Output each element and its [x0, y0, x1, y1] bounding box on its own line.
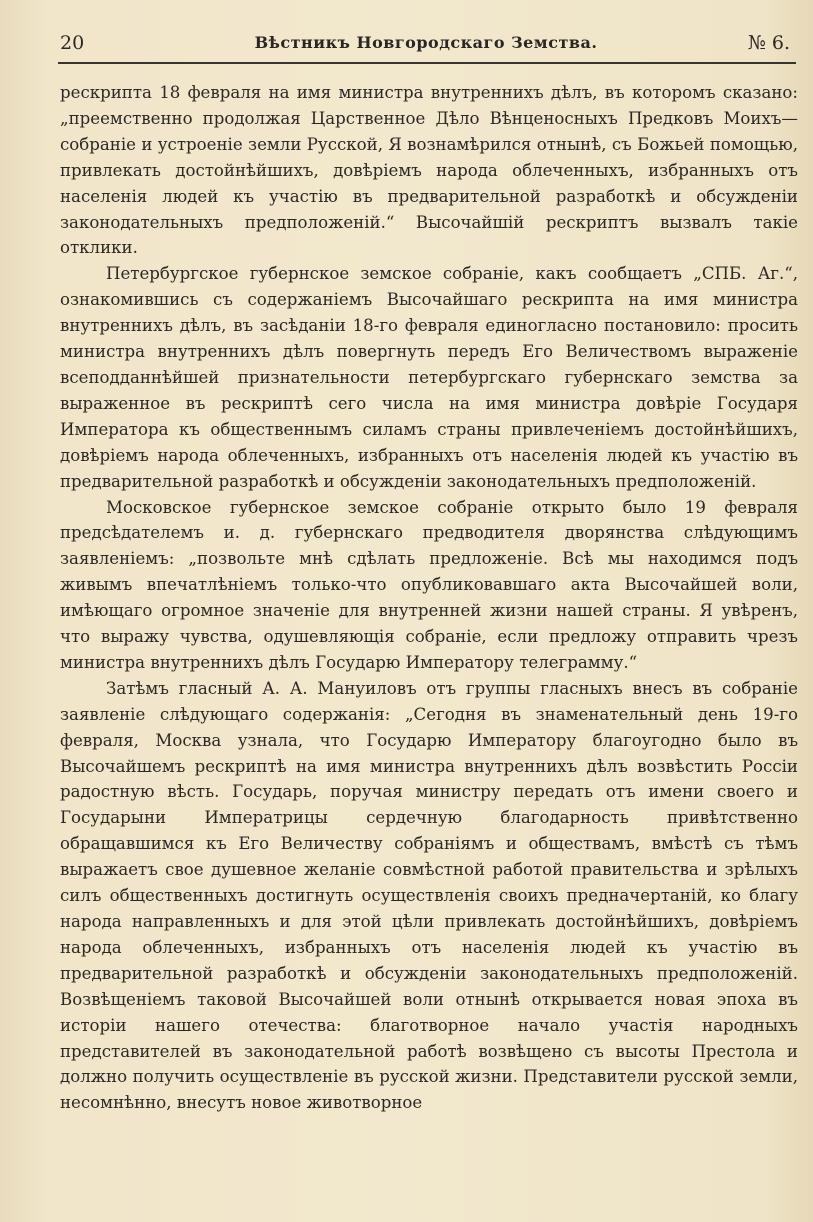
page-header [58, 30, 794, 58]
article-body [60, 80, 798, 1116]
paragraph-manuilov-statement: Затѣмъ гласный А. А. Мануиловъ отъ группы гласныхъ внесъ въ собраніе заявленіе слѣдующаго содержанія: „Сегодня въ знаменательный день 19-го февраля, Москва узнала, что Государю Императору благоугодно было въ Высочайшемъ рескриптѣ на имя министра внутреннихъ дѣлъ возвѣстить Россіи радостную вѣсть. Государь, поручая министру передать отъ имени своего и Государыни Императрицы сердечную благодарность привѣтственно обращавшимся къ Его Величеству собраніямъ и обществамъ, вмѣстѣ съ тѣмъ выражаетъ свое душевное желаніе совмѣстной работой правительства и зрѣлыхъ силъ общественныхъ достигнуть осуществленія своихъ предначертаній, ко благу народа направленныхъ и для этой цѣли привлекать достойнѣйшихъ, довѣріемъ народа облеченныхъ, избранныхъ отъ населенія людей къ участію въ предварительной разработкѣ и обсужденіи законодательныхъ предположеній. Возвѣщеніемъ таковой Высочайшей воли отнынѣ открывается новая эпоха въ исторіи нашего отечества: благотворное начало участія народныхъ представителей въ законодательной работѣ возвѣщено съ высоты Престола и должно получить осуществленіе въ русской жизни. Представители русской земли, несомнѣнно, внесутъ новое животворное [60, 678, 798, 1113]
paragraph-petersburg-assembly: Петербургское губернское земское собраніе, какъ сообщаетъ „СПБ. Аг.“, ознакомившись съ содержаніемъ Высочайшаго рескрипта на имя министра внутреннихъ дѣлъ, въ засѣданіи 18-го февраля единогласно постановило: просить министра внутреннихъ дѣлъ повергнуть передъ Его Величествомъ выраженіе всеподданнѣйшей признательности петербургскаго губернскаго земства за выраженное въ рескриптѣ сего числа на имя министра довѣріе Государя Императора къ общественнымъ силамъ страны привлеченіемъ достойнѣйшихъ, довѣріемъ народа облеченныхъ, избранныхъ отъ населенія людей къ участію въ предварительной разработкѣ и обсужденіи законодательныхъ предположеній. [60, 264, 798, 491]
issue-number: № 6. [747, 32, 790, 54]
header-divider [58, 62, 796, 64]
paragraph-moscow-assembly: Московское губернское земское собраніе открыто было 19 февраля предсѣдателемъ и. д. губернскаго предводителя дворянства слѣдующимъ заявленіемъ: „позвольте мнѣ сдѣлать предложеніе. Всѣ мы находимся подъ живымъ впечатлѣніемъ только-что опубликовавшаго акта Высочайшей воли, имѣющаго огромное значеніе для внутренней жизни нашей страны. Я увѣренъ, что выражу чувства, одушевляющія собраніе, если предложу отправить чрезъ министра внутреннихъ дѣлъ Государю Императору телеграмму.“ [60, 497, 798, 672]
journal-title: Вѣстникъ Новгородскаго Земства. [254, 33, 598, 52]
paragraph-rescript-quote: рескрипта 18 февраля на имя министра внутреннихъ дѣлъ, въ которомъ сказано: „преемственно продолжая Царственное Дѣло Вѣнценосныхъ Предковъ Моихъ—собраніе и устроеніе земли Русской, Я вознамѣрился отнынѣ, съ Божьей помощью, привлекать достойнѣйшихъ, довѣріемъ народа облеченныхъ, избранныхъ отъ населенія людей къ участію въ предварительной разработкѣ и обсужденіи законодательныхъ предположеній.“ Высочайшій рескриптъ вызвалъ такіе отклики. [60, 83, 798, 258]
page-number: 20 [60, 32, 85, 54]
